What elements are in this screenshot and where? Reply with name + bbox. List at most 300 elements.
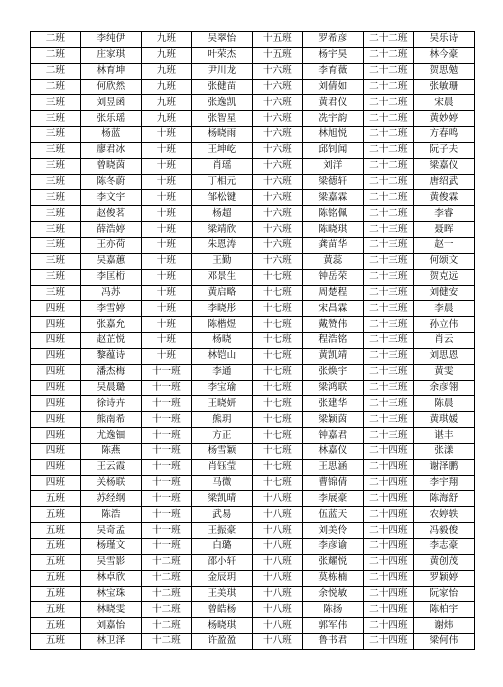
student-name-cell: 冼宇韵 — [302, 111, 363, 127]
class-cell: 十一班 — [141, 428, 191, 444]
table-row — [31, 206, 475, 222]
class-cell: 二十三班 — [363, 222, 413, 238]
table-row — [31, 412, 475, 428]
class-cell: 十七班 — [252, 364, 302, 380]
class-cell: 十八班 — [252, 602, 302, 618]
student-name-cell: 杨蓝 — [80, 127, 141, 143]
student-name-cell: 方正 — [191, 428, 252, 444]
student-name-cell: 杨宇昊 — [302, 47, 363, 63]
class-cell: 二十二班 — [363, 142, 413, 158]
student-name-cell: 刘健安 — [413, 285, 474, 301]
class-cell: 十七班 — [252, 428, 302, 444]
class-cell: 五班 — [31, 618, 81, 634]
class-cell: 五班 — [31, 586, 81, 602]
student-name-cell: 李晓彤 — [191, 301, 252, 317]
class-cell: 二十四班 — [363, 507, 413, 523]
student-name-cell: 贺思勉 — [413, 63, 474, 79]
class-cell: 十六班 — [252, 237, 302, 253]
class-cell: 十班 — [141, 285, 191, 301]
class-cell: 二班 — [31, 79, 81, 95]
class-cell: 十七班 — [252, 348, 302, 364]
student-name-cell: 张逸凯 — [191, 95, 252, 111]
student-name-cell: 张建华 — [302, 396, 363, 412]
student-name-cell: 苏经纲 — [80, 491, 141, 507]
table-row — [31, 491, 475, 507]
class-cell: 十七班 — [252, 269, 302, 285]
class-cell: 四班 — [31, 333, 81, 349]
class-cell: 二十二班 — [363, 158, 413, 174]
student-name-cell: 白璐 — [191, 539, 252, 555]
table-row — [31, 158, 475, 174]
class-cell: 二十三班 — [363, 285, 413, 301]
student-name-cell: 赵芷悦 — [80, 333, 141, 349]
class-cell: 二十三班 — [363, 301, 413, 317]
class-cell: 五班 — [31, 523, 81, 539]
class-cell: 十一班 — [141, 396, 191, 412]
class-cell: 十一班 — [141, 459, 191, 475]
class-cell: 二十三班 — [363, 412, 413, 428]
student-name-cell: 梁鸿联 — [302, 380, 363, 396]
class-cell: 十八班 — [252, 570, 302, 586]
class-cell: 五班 — [31, 491, 81, 507]
class-cell: 十一班 — [141, 475, 191, 491]
class-cell: 九班 — [141, 47, 191, 63]
student-name-cell: 李宇翔 — [413, 475, 474, 491]
student-name-cell: 武易 — [191, 507, 252, 523]
class-cell: 二班 — [31, 32, 81, 48]
class-cell: 十班 — [141, 158, 191, 174]
student-name-cell: 谢泽鹏 — [413, 459, 474, 475]
student-name-cell: 梁嘉霖 — [302, 190, 363, 206]
class-cell: 二十四班 — [363, 491, 413, 507]
student-name-cell: 张智星 — [191, 111, 252, 127]
student-name-cell: 林旭悦 — [302, 127, 363, 143]
class-cell: 三班 — [31, 127, 81, 143]
table-row — [31, 443, 475, 459]
class-roster-table — [30, 31, 475, 650]
table-row — [31, 586, 475, 602]
student-name-cell: 肖瑶 — [191, 158, 252, 174]
student-name-cell: 吴嘉蕙 — [80, 253, 141, 269]
class-cell: 四班 — [31, 380, 81, 396]
class-cell: 十六班 — [252, 95, 302, 111]
table-row — [31, 63, 475, 79]
table-row — [31, 190, 475, 206]
class-cell: 十二班 — [141, 602, 191, 618]
class-cell: 二十二班 — [363, 206, 413, 222]
student-name-cell: 陈燕 — [80, 443, 141, 459]
student-name-cell: 郭军伟 — [302, 618, 363, 634]
class-cell: 十六班 — [252, 206, 302, 222]
class-cell: 二十二班 — [363, 95, 413, 111]
class-cell: 四班 — [31, 317, 81, 333]
class-cell: 十六班 — [252, 190, 302, 206]
table-row — [31, 523, 475, 539]
student-name-cell: 黄君仪 — [302, 95, 363, 111]
class-cell: 二十四班 — [363, 586, 413, 602]
class-cell: 二十二班 — [363, 190, 413, 206]
class-cell: 三班 — [31, 190, 81, 206]
class-cell: 十六班 — [252, 174, 302, 190]
class-cell: 二十三班 — [363, 237, 413, 253]
class-cell: 十一班 — [141, 523, 191, 539]
class-cell: 三班 — [31, 269, 81, 285]
student-name-cell: 黄蕊 — [302, 253, 363, 269]
student-name-cell: 曾皓杨 — [191, 602, 252, 618]
student-name-cell: 程浩铭 — [302, 333, 363, 349]
student-name-cell: 何颂文 — [413, 253, 474, 269]
student-name-cell: 李宝瑜 — [191, 380, 252, 396]
class-cell: 二班 — [31, 63, 81, 79]
student-name-cell: 陈扬 — [302, 602, 363, 618]
class-cell: 二十三班 — [363, 348, 413, 364]
student-name-cell: 徐诗卉 — [80, 396, 141, 412]
student-name-cell: 刘倩如 — [302, 79, 363, 95]
class-cell: 十七班 — [252, 301, 302, 317]
student-name-cell: 戴赞伟 — [302, 317, 363, 333]
student-name-cell: 梁何伟 — [413, 634, 474, 650]
student-name-cell: 刘洋 — [302, 158, 363, 174]
student-name-cell: 冯苏 — [80, 285, 141, 301]
class-cell: 五班 — [31, 539, 81, 555]
student-name-cell: 黄雯 — [413, 364, 474, 380]
class-cell: 十一班 — [141, 412, 191, 428]
student-name-cell: 孙立伟 — [413, 317, 474, 333]
student-name-cell: 梁嘉仪 — [413, 158, 474, 174]
student-name-cell: 陈楷煜 — [191, 317, 252, 333]
student-name-cell: 林嘉仪 — [302, 443, 363, 459]
student-name-cell: 林晓雯 — [80, 602, 141, 618]
student-name-cell: 杨超 — [191, 206, 252, 222]
student-name-cell: 李志豪 — [413, 539, 474, 555]
class-cell: 十七班 — [252, 317, 302, 333]
student-name-cell: 黄启略 — [191, 285, 252, 301]
class-cell: 二十二班 — [363, 63, 413, 79]
class-cell: 二十四班 — [363, 523, 413, 539]
table-row — [31, 618, 475, 634]
class-cell: 二十三班 — [363, 269, 413, 285]
student-name-cell: 廖君冰 — [80, 142, 141, 158]
class-cell: 十七班 — [252, 412, 302, 428]
class-cell: 三班 — [31, 222, 81, 238]
student-name-cell: 肖云 — [413, 333, 474, 349]
table-row — [31, 554, 475, 570]
student-name-cell: 吴乐诗 — [413, 32, 474, 48]
student-name-cell: 邱钊闻 — [302, 142, 363, 158]
student-name-cell: 李睿 — [413, 206, 474, 222]
class-cell: 三班 — [31, 142, 81, 158]
class-cell: 十六班 — [252, 142, 302, 158]
student-name-cell: 王坤屹 — [191, 142, 252, 158]
student-name-cell: 张敏珊 — [413, 79, 474, 95]
student-name-cell: 黄俊霖 — [413, 190, 474, 206]
class-cell: 二十二班 — [363, 174, 413, 190]
student-name-cell: 谌丰 — [413, 428, 474, 444]
student-name-cell: 林卫泽 — [80, 634, 141, 650]
student-name-cell: 伍蓝天 — [302, 507, 363, 523]
table-row — [31, 79, 475, 95]
student-name-cell: 黄创茂 — [413, 554, 474, 570]
student-name-cell: 冯毅俊 — [413, 523, 474, 539]
student-name-cell: 林育坤 — [80, 63, 141, 79]
student-name-cell: 杨瑾文 — [80, 539, 141, 555]
student-name-cell: 薛浩婷 — [80, 222, 141, 238]
student-name-cell: 王振豪 — [191, 523, 252, 539]
student-name-cell: 杨晓 — [191, 333, 252, 349]
student-name-cell: 庄家琪 — [80, 47, 141, 63]
student-name-cell: 尤逸钿 — [80, 428, 141, 444]
student-name-cell: 邵小轩 — [191, 554, 252, 570]
class-cell: 三班 — [31, 237, 81, 253]
class-cell: 十二班 — [141, 586, 191, 602]
student-name-cell: 王勤 — [191, 253, 252, 269]
student-name-cell: 张健苗 — [191, 79, 252, 95]
class-cell: 十六班 — [252, 79, 302, 95]
student-name-cell: 黄妙婷 — [413, 111, 474, 127]
student-name-cell: 李雪婷 — [80, 301, 141, 317]
student-name-cell: 鲁书君 — [302, 634, 363, 650]
class-cell: 十八班 — [252, 539, 302, 555]
class-cell: 十一班 — [141, 364, 191, 380]
student-name-cell: 尹川龙 — [191, 63, 252, 79]
student-name-cell: 张乐瑶 — [80, 111, 141, 127]
class-cell: 十六班 — [252, 127, 302, 143]
table-row — [31, 428, 475, 444]
class-cell: 二十三班 — [363, 428, 413, 444]
class-cell: 十班 — [141, 237, 191, 253]
student-name-cell: 邹松键 — [191, 190, 252, 206]
student-name-cell: 余彦翎 — [413, 380, 474, 396]
class-cell: 四班 — [31, 364, 81, 380]
table-row — [31, 222, 475, 238]
student-name-cell: 宋昌霖 — [302, 301, 363, 317]
student-name-cell: 吴雪影 — [80, 554, 141, 570]
student-name-cell: 吴晨璐 — [80, 380, 141, 396]
student-name-cell: 钟岳荣 — [302, 269, 363, 285]
student-name-cell: 金辰玥 — [191, 570, 252, 586]
class-cell: 十六班 — [252, 222, 302, 238]
class-cell: 十班 — [141, 269, 191, 285]
table-row — [31, 333, 475, 349]
student-name-cell: 黎蕴诗 — [80, 348, 141, 364]
class-cell: 四班 — [31, 301, 81, 317]
table-row — [31, 127, 475, 143]
class-cell: 十班 — [141, 348, 191, 364]
class-cell: 二十三班 — [363, 317, 413, 333]
table-row — [31, 237, 475, 253]
table-row — [31, 47, 475, 63]
class-cell: 十班 — [141, 301, 191, 317]
class-cell: 九班 — [141, 79, 191, 95]
class-cell: 十班 — [141, 127, 191, 143]
class-cell: 四班 — [31, 443, 81, 459]
student-name-cell: 李展豪 — [302, 491, 363, 507]
student-name-cell: 唐绍武 — [413, 174, 474, 190]
student-name-cell: 马微 — [191, 475, 252, 491]
class-cell: 二十四班 — [363, 554, 413, 570]
class-cell: 十班 — [141, 174, 191, 190]
class-cell: 十八班 — [252, 586, 302, 602]
student-name-cell: 朱恩涛 — [191, 237, 252, 253]
class-cell: 三班 — [31, 253, 81, 269]
class-cell: 十七班 — [252, 459, 302, 475]
class-cell: 二十三班 — [363, 253, 413, 269]
student-name-cell: 杨雪颖 — [191, 443, 252, 459]
class-cell: 十五班 — [252, 32, 302, 48]
class-cell: 二十四班 — [363, 459, 413, 475]
table-row — [31, 380, 475, 396]
student-name-cell: 王美琪 — [191, 586, 252, 602]
class-cell: 二十四班 — [363, 443, 413, 459]
table-row — [31, 253, 475, 269]
class-cell: 十七班 — [252, 380, 302, 396]
table-row — [31, 32, 475, 48]
class-cell: 二班 — [31, 47, 81, 63]
student-name-cell: 王思涵 — [302, 459, 363, 475]
student-name-cell: 陈浩 — [80, 507, 141, 523]
table-row — [31, 142, 475, 158]
class-cell: 十六班 — [252, 111, 302, 127]
class-cell: 十一班 — [141, 539, 191, 555]
class-cell: 十八班 — [252, 618, 302, 634]
class-cell: 二十二班 — [363, 111, 413, 127]
class-cell: 十七班 — [252, 475, 302, 491]
class-cell: 十二班 — [141, 554, 191, 570]
student-name-cell: 李文宇 — [80, 190, 141, 206]
class-cell: 十二班 — [141, 570, 191, 586]
class-cell: 九班 — [141, 32, 191, 48]
student-name-cell: 张耀悦 — [302, 554, 363, 570]
class-cell: 二十四班 — [363, 570, 413, 586]
class-cell: 十八班 — [252, 554, 302, 570]
student-name-cell: 聂晖 — [413, 222, 474, 238]
student-name-cell: 余悦敏 — [302, 586, 363, 602]
student-name-cell: 李通 — [191, 364, 252, 380]
student-name-cell: 钟嘉君 — [302, 428, 363, 444]
student-name-cell: 关杨联 — [80, 475, 141, 491]
class-cell: 十六班 — [252, 158, 302, 174]
student-name-cell: 陈冬蔚 — [80, 174, 141, 190]
class-cell: 十八班 — [252, 523, 302, 539]
class-cell: 五班 — [31, 570, 81, 586]
class-cell: 二十二班 — [363, 47, 413, 63]
class-cell: 十班 — [141, 333, 191, 349]
table-row — [31, 269, 475, 285]
class-cell: 十八班 — [252, 491, 302, 507]
class-cell: 四班 — [31, 412, 81, 428]
student-name-cell: 阮家怡 — [413, 586, 474, 602]
student-name-cell: 贺克远 — [413, 269, 474, 285]
student-name-cell: 张嘉允 — [80, 317, 141, 333]
student-name-cell: 李彦谕 — [302, 539, 363, 555]
table-row — [31, 348, 475, 364]
class-cell: 十一班 — [141, 507, 191, 523]
student-name-cell: 宋晨 — [413, 95, 474, 111]
class-cell: 二十四班 — [363, 634, 413, 650]
class-cell: 二十三班 — [363, 364, 413, 380]
student-name-cell: 邓景生 — [191, 269, 252, 285]
class-cell: 十五班 — [252, 47, 302, 63]
student-name-cell: 阮子夫 — [413, 142, 474, 158]
class-cell: 九班 — [141, 63, 191, 79]
student-name-cell: 吴奇孟 — [80, 523, 141, 539]
student-name-cell: 叶荣杰 — [191, 47, 252, 63]
class-cell: 十班 — [141, 253, 191, 269]
class-cell: 二十四班 — [363, 618, 413, 634]
class-cell: 十七班 — [252, 333, 302, 349]
class-cell: 十一班 — [141, 491, 191, 507]
class-cell: 二十三班 — [363, 333, 413, 349]
student-name-cell: 黄凯靖 — [302, 348, 363, 364]
table-row — [31, 285, 475, 301]
class-cell: 四班 — [31, 396, 81, 412]
class-cell: 四班 — [31, 459, 81, 475]
student-name-cell: 周楚程 — [302, 285, 363, 301]
student-name-cell: 刘昱函 — [80, 95, 141, 111]
student-name-cell: 杨晓雨 — [191, 127, 252, 143]
table-row — [31, 364, 475, 380]
student-name-cell: 刘思恩 — [413, 348, 474, 364]
class-cell: 十六班 — [252, 253, 302, 269]
student-name-cell: 王晓妍 — [191, 396, 252, 412]
student-name-cell: 黄琪媛 — [413, 412, 474, 428]
table-row — [31, 111, 475, 127]
student-name-cell: 杨晓琪 — [191, 618, 252, 634]
roster-body — [31, 32, 475, 650]
class-cell: 九班 — [141, 95, 191, 111]
student-name-cell: 陈海舒 — [413, 491, 474, 507]
student-name-cell: 熊玥 — [191, 412, 252, 428]
student-name-cell: 莫栋楠 — [302, 570, 363, 586]
student-name-cell: 李晨 — [413, 301, 474, 317]
student-name-cell: 李匡桁 — [80, 269, 141, 285]
student-name-cell: 曹锦倩 — [302, 475, 363, 491]
student-name-cell: 陈晓琪 — [302, 222, 363, 238]
class-cell: 四班 — [31, 428, 81, 444]
student-name-cell: 李育薇 — [302, 63, 363, 79]
class-cell: 九班 — [141, 111, 191, 127]
class-cell: 二十四班 — [363, 539, 413, 555]
class-cell: 五班 — [31, 554, 81, 570]
class-cell: 四班 — [31, 475, 81, 491]
student-name-cell: 梁德轩 — [302, 174, 363, 190]
student-name-cell: 王亦荷 — [80, 237, 141, 253]
student-name-cell: 林铠山 — [191, 348, 252, 364]
class-cell: 三班 — [31, 206, 81, 222]
student-name-cell: 张焕宇 — [302, 364, 363, 380]
class-cell: 四班 — [31, 348, 81, 364]
student-name-cell: 林今豪 — [413, 47, 474, 63]
table-row — [31, 459, 475, 475]
student-name-cell: 赵俊茗 — [80, 206, 141, 222]
class-cell: 五班 — [31, 602, 81, 618]
table-row — [31, 396, 475, 412]
student-name-cell: 陈晨 — [413, 396, 474, 412]
class-cell: 十八班 — [252, 634, 302, 650]
student-name-cell: 谢炜 — [413, 618, 474, 634]
class-cell: 三班 — [31, 111, 81, 127]
table-row — [31, 507, 475, 523]
student-name-cell: 陈铭佩 — [302, 206, 363, 222]
class-cell: 二十三班 — [363, 396, 413, 412]
student-name-cell: 吴翠怡 — [191, 32, 252, 48]
class-cell: 二十二班 — [363, 127, 413, 143]
student-name-cell: 梁靖欣 — [191, 222, 252, 238]
student-name-cell: 罗颖婷 — [413, 570, 474, 586]
student-name-cell: 张漾 — [413, 443, 474, 459]
class-cell: 十班 — [141, 222, 191, 238]
class-cell: 十七班 — [252, 443, 302, 459]
